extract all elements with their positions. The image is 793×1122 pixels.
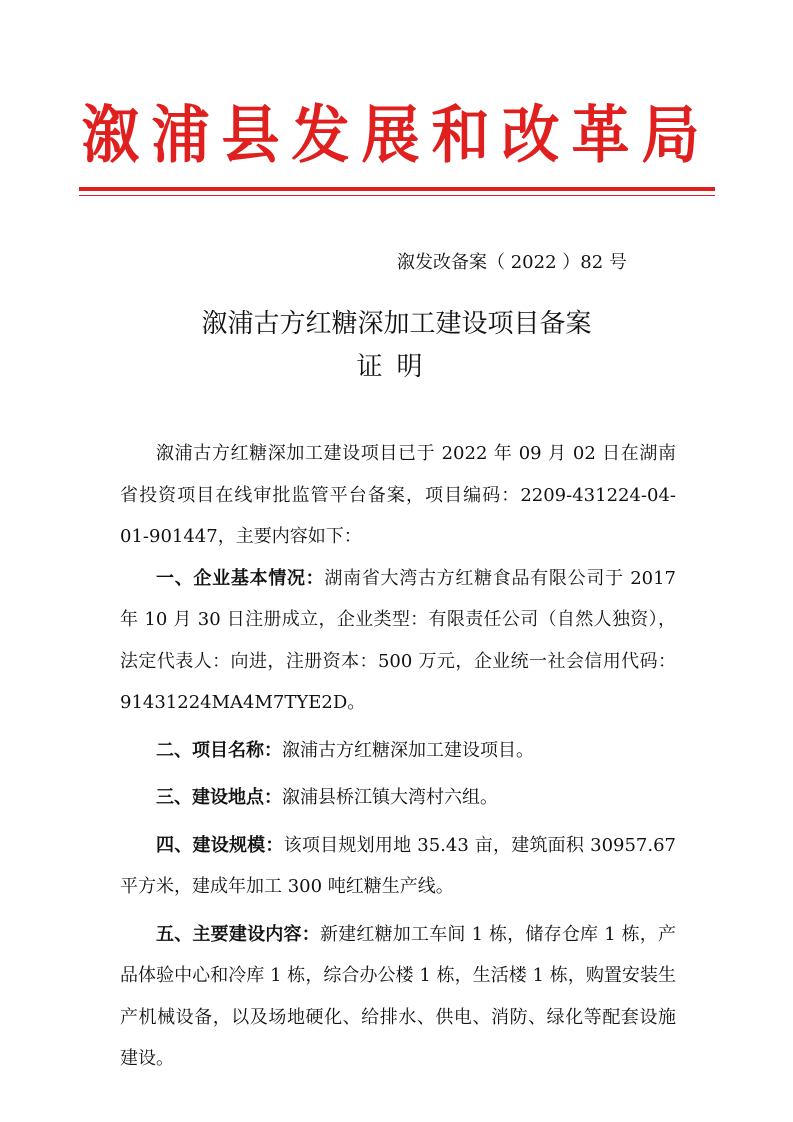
section-scale (120, 825, 676, 908)
section-text: 新建红糖加工车间 1 栋，储存仓库 1 栋，产品体验中心和冷库 1 栋，综合办公楼 1 栋，生活楼 1 栋，购置安装生产机械设备，以及场地硬化、给排水、供电、消防、绿化等配套设施建设。 (120, 923, 677, 1069)
section-location (120, 777, 676, 819)
section-heading: 三、建设地点： (156, 787, 282, 808)
section-text: 溆浦县桥江镇大湾村六组。 (282, 787, 498, 808)
section-heading: 五、主要建设内容： (156, 923, 320, 945)
document-body (120, 433, 676, 1080)
masthead-red-rule-thick (79, 187, 715, 191)
section-heading: 一、企业基本情况： (156, 567, 325, 589)
issuer-masthead: 溆浦县发展和改革局 (81, 98, 712, 172)
section-heading: 二、项目名称： (156, 739, 282, 761)
document-title-line2: 证明 (356, 352, 437, 382)
document-title: 溆浦古方红糖深加工建设项目备案 (201, 309, 592, 339)
intro-paragraph: 溆浦古方红糖深加工建设项目已于 2022 年 09 月 02 日在湖南省投资项目在线审批监管平台备案，项目编码：2209-431224-04-01-901447，主要内容如下： (120, 443, 676, 547)
document-number: 溆发改备案（ 2022 ）82 号 (397, 252, 627, 273)
section-text: 溆浦古方红糖深加工建设项目。 (282, 739, 534, 761)
section-project-name (120, 730, 676, 772)
masthead-red-rule-thin (79, 195, 715, 196)
section-enterprise-info (120, 558, 676, 724)
section-text: 该项目规划用地 35.43 亩，建筑面积 30957.67 平方米，建成年加工 300 吨红糖生产线。 (120, 834, 676, 897)
section-heading: 四、建设规模： (156, 834, 284, 856)
section-text: 湖南省大湾古方红糖食品有限公司于 2017 年 10 月 30 日注册成立，企业类型：有限责任公司（自然人独资），法定代表人：向进，注册资本：500 万元，企业统一社会信用代码：91431224MA4M7TYE2D。 (120, 567, 677, 713)
section-main-construction (120, 914, 676, 1080)
